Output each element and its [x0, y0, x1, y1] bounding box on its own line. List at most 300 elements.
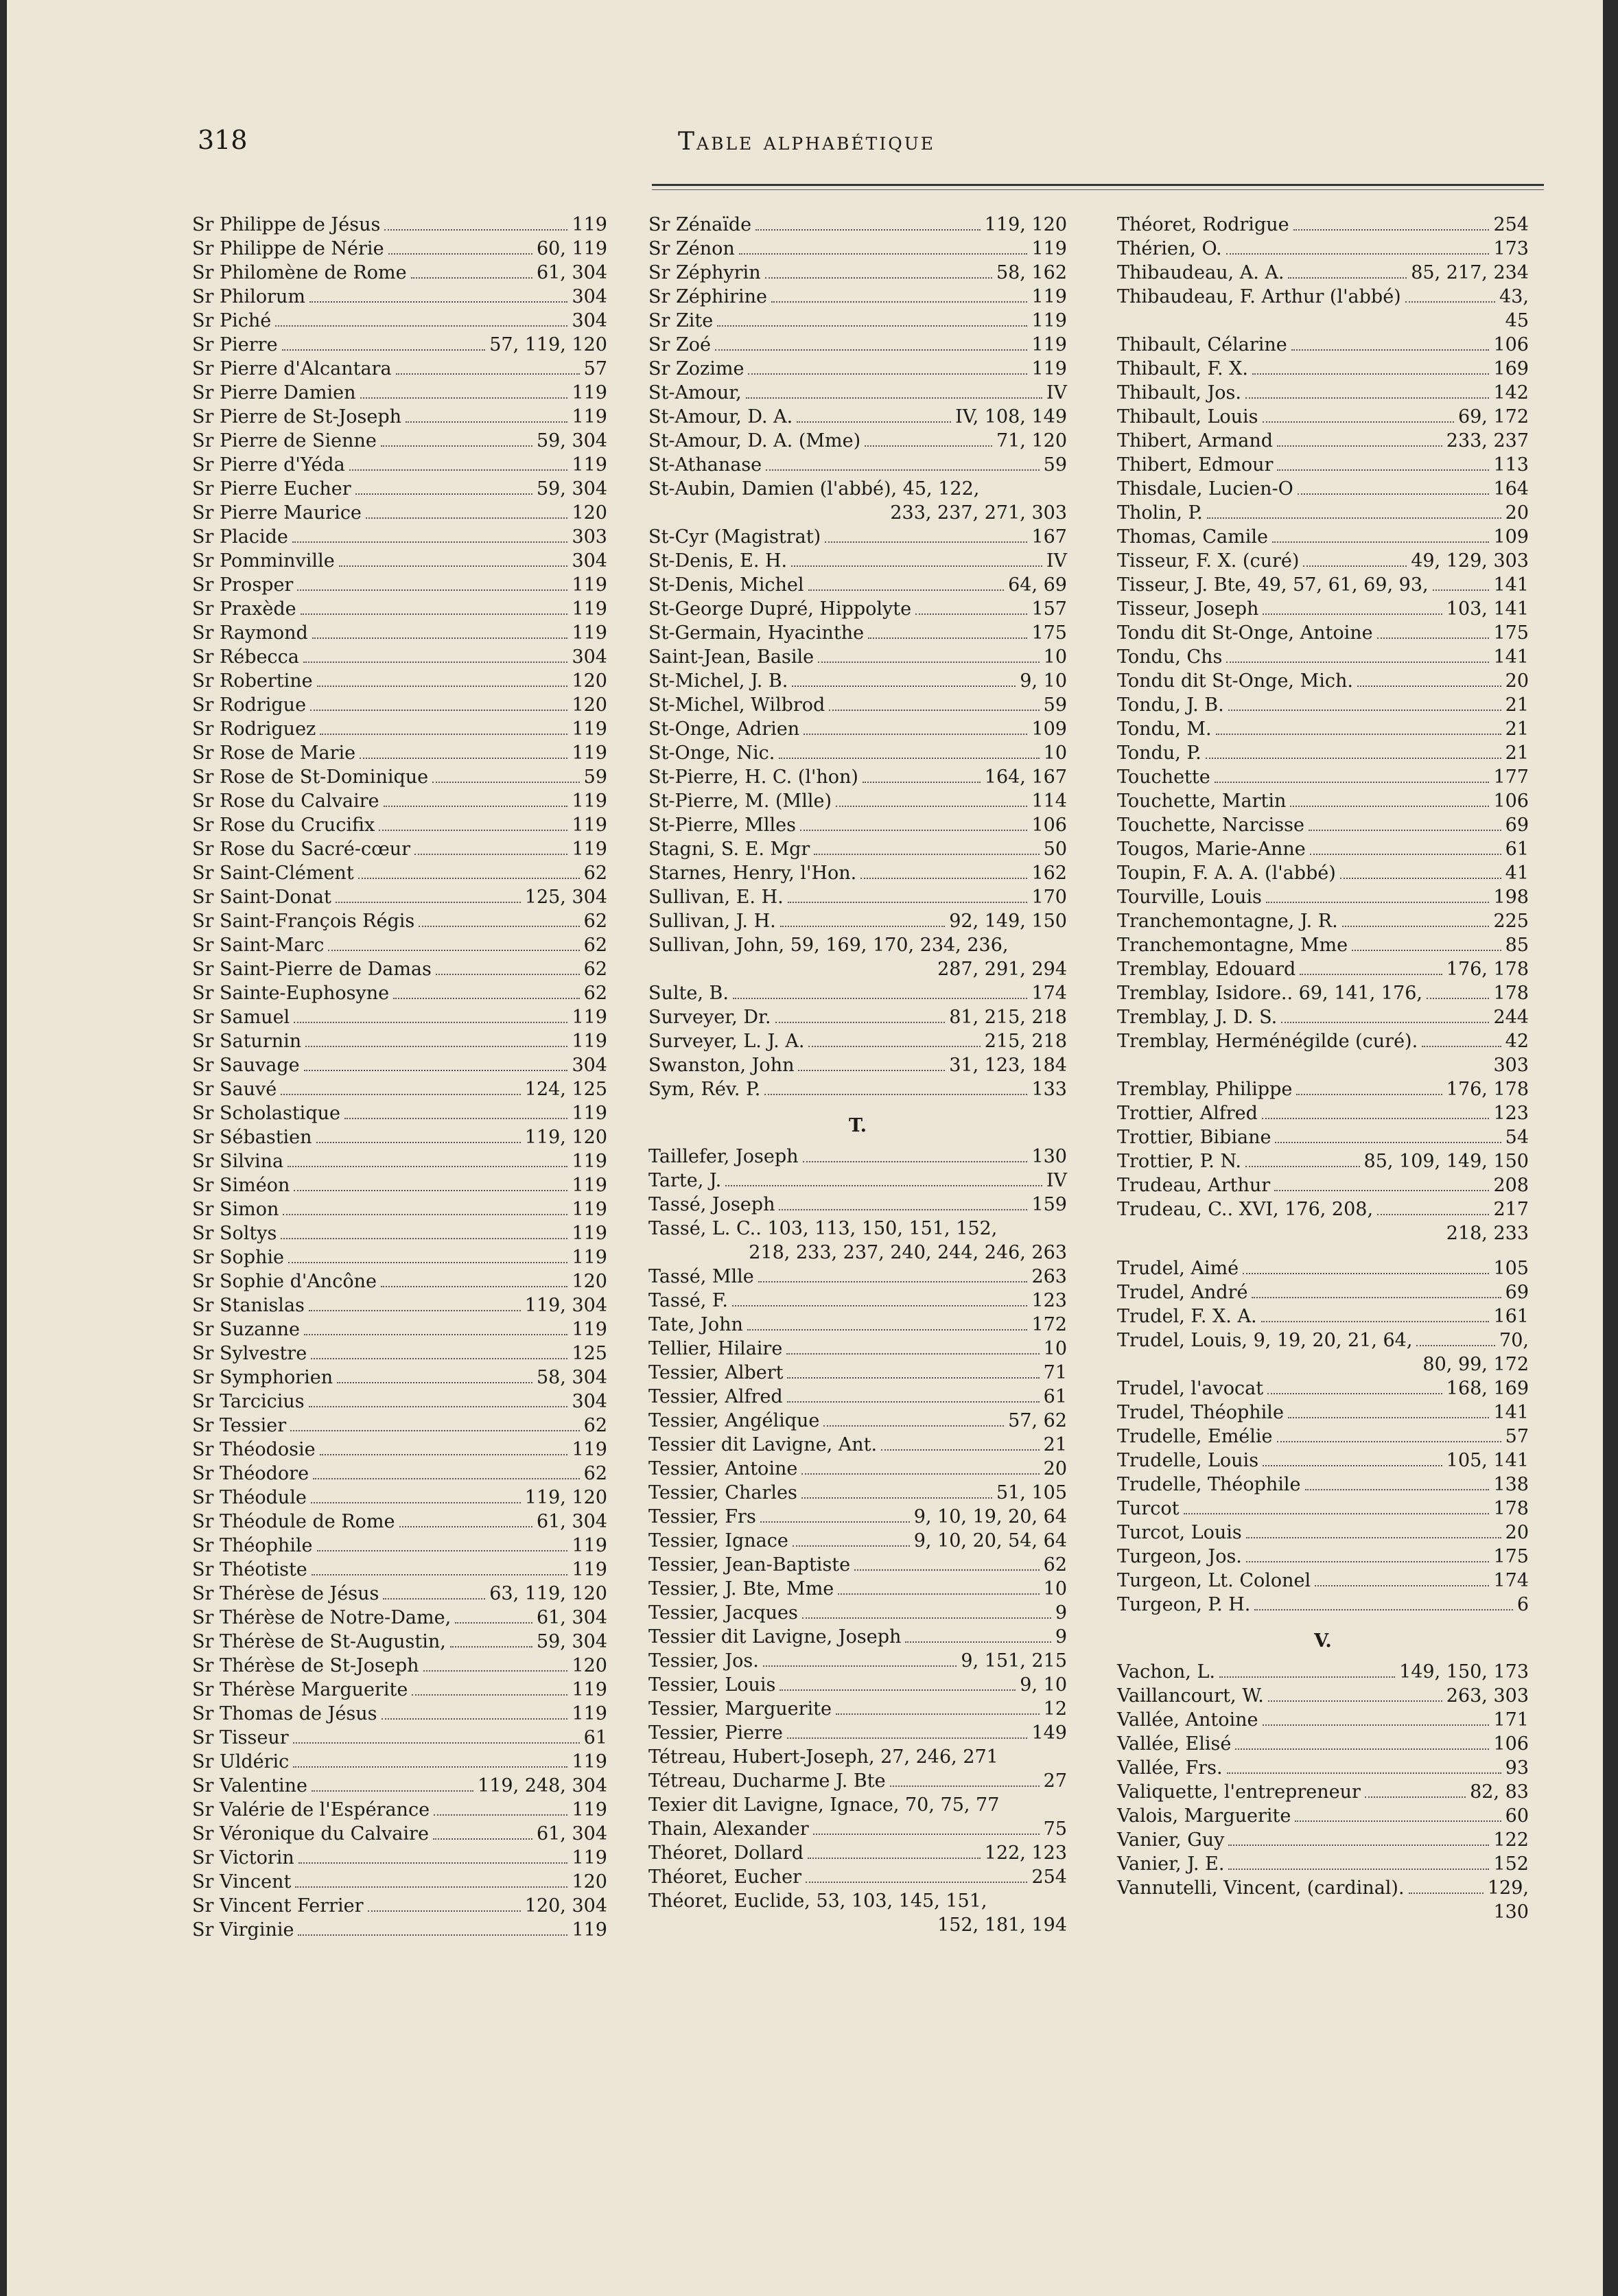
entry-name: Sullivan, J. H.: [648, 911, 776, 932]
entry-name: Sr Thomas de Jésus: [192, 1703, 377, 1724]
index-entry: [648, 1385, 1067, 1409]
index-entry: [1117, 789, 1529, 813]
dot-leader: [1254, 1609, 1512, 1610]
index-entry: [1117, 1077, 1529, 1101]
entry-name: Trottier, P. N.: [1117, 1151, 1241, 1172]
entry-name: Théoret, Eucher: [648, 1866, 802, 1888]
index-entry: [648, 1217, 1067, 1241]
dot-leader: [787, 1401, 1040, 1403]
entry-pages: 119, 120: [984, 214, 1067, 235]
index-entry: [192, 1149, 607, 1173]
index-entry: [192, 837, 607, 861]
index-entry: [648, 237, 1067, 261]
dot-leader: [294, 1190, 567, 1191]
dot-leader: [301, 613, 568, 615]
dot-leader: [304, 1334, 568, 1335]
entry-name: Trudel, l'avocat: [1117, 1378, 1264, 1399]
index-entry: [192, 1197, 607, 1221]
dot-leader: [798, 1070, 945, 1071]
entry-name: St-Onge, Adrien: [648, 718, 800, 740]
entry-name: Sullivan, E. H.: [648, 887, 784, 908]
entry-pages: 21: [1505, 742, 1529, 764]
entry-pages: IV: [1046, 1170, 1067, 1191]
entry-pages: 149, 150, 173: [1399, 1661, 1529, 1683]
entry-pages: 125, 304: [524, 887, 607, 908]
entry-pages: 57, 119, 120: [489, 334, 607, 355]
index-entry: [192, 933, 607, 957]
index-entry: [1117, 717, 1529, 741]
index-entry: [648, 669, 1067, 693]
entry-name: Tessier, Jos.: [648, 1650, 759, 1672]
entry-pages: 119: [572, 1031, 607, 1052]
entry-name: Tassé, Mlle: [648, 1266, 754, 1287]
entry-pages: 217: [1493, 1199, 1529, 1220]
dot-leader: [1263, 613, 1442, 615]
entry-pages: IV, 108, 149: [955, 406, 1067, 427]
index-entry: [648, 597, 1067, 621]
dot-leader: [788, 902, 1028, 903]
index-entry: [648, 357, 1067, 381]
entry-name: Sr Rose du Crucifix: [192, 815, 375, 836]
entry-name: Thibault, Célarine: [1117, 334, 1287, 355]
dot-leader: [1281, 1022, 1489, 1023]
entry-pages: 106: [1493, 790, 1529, 812]
index-entry: [1117, 1497, 1529, 1521]
entry-name: Sr Symphorien: [192, 1367, 333, 1388]
entry-name: Sr Théotiste: [192, 1559, 307, 1580]
index-entry: [192, 453, 607, 477]
dot-leader: [764, 1094, 1027, 1095]
entry-name: Tessier, Antoine: [648, 1458, 798, 1479]
entry-pages: 62: [583, 959, 607, 980]
entry-pages: 10: [1043, 742, 1067, 764]
index-entry: [192, 1077, 607, 1101]
entry-name: Tessier, J. Bte, Mme: [648, 1578, 834, 1600]
dot-leader: [1266, 902, 1490, 903]
dot-leader: [760, 1521, 910, 1523]
entry-pages: 119: [572, 1703, 607, 1724]
entry-name: Vachon, L.: [1117, 1661, 1215, 1683]
entry-name: Trottier, Alfred: [1117, 1103, 1258, 1124]
dot-leader: [298, 1862, 568, 1864]
entry-pages: 125: [572, 1343, 607, 1364]
index-entry: [648, 1457, 1067, 1481]
dot-leader: [406, 421, 567, 423]
entry-name: Turcot, Louis: [1117, 1522, 1242, 1543]
index-entry: [192, 213, 607, 237]
dot-leader: [806, 1882, 1027, 1883]
entry-pages: 174: [1493, 1570, 1529, 1591]
entry-name: Sr Simon: [192, 1199, 279, 1220]
dot-leader: [309, 1406, 568, 1407]
entry-pages: 244: [1493, 1007, 1529, 1028]
index-entry: [648, 861, 1067, 885]
index-entry: [648, 1313, 1067, 1337]
index-entry: [192, 525, 607, 549]
dot-leader: [434, 1814, 567, 1816]
dot-leader: [800, 830, 1027, 831]
index-entry: [1117, 1684, 1529, 1708]
dot-leader: [1207, 517, 1501, 519]
entry-pages: 122: [1493, 1829, 1529, 1851]
entry-name: Sr Philippe de Nérie: [192, 238, 384, 259]
entry-name: Trudel, Théophile: [1117, 1402, 1284, 1423]
index-entry: [648, 1529, 1067, 1553]
entry-name: Sr Victorin: [192, 1847, 294, 1869]
entry-name: Touchette, Narcisse: [1117, 815, 1304, 836]
index-entry: [1117, 213, 1529, 237]
entry-name: Touchette: [1117, 766, 1210, 788]
entry-pages: 20: [1505, 502, 1529, 524]
entry-name: Tondu, Chs: [1117, 646, 1223, 668]
index-entry: [1117, 981, 1529, 1005]
dot-leader: [349, 469, 568, 471]
header-rule: [652, 184, 1544, 186]
dot-leader: [1219, 1676, 1395, 1678]
entry-name: Tondu, P.: [1117, 742, 1201, 764]
entry-pages: 69: [1505, 1282, 1529, 1303]
entry-pages: 109: [1493, 526, 1529, 548]
entry-name: Sr Thérèse de St-Joseph: [192, 1655, 419, 1676]
index-entry: [1117, 357, 1529, 381]
entry-name: Thibault, Louis: [1117, 406, 1258, 427]
entry-pages: 119: [572, 1007, 607, 1028]
entry-pages: 9, 10: [1020, 670, 1067, 692]
entry-name: St-Pierre, M. (Mlle): [648, 790, 832, 812]
entry-name: Trudel, Aimé: [1117, 1258, 1239, 1279]
index-entry: [648, 1841, 1067, 1865]
entry-name: Sr Philomène de Rome: [192, 262, 407, 283]
entry-name: Sr Zozime: [648, 358, 744, 379]
entry-pages: 106: [1493, 1733, 1529, 1755]
entry-pages: 304: [572, 550, 607, 572]
dot-leader: [1293, 229, 1490, 231]
entry-pages: 119: [572, 1535, 607, 1556]
index-entry: [192, 309, 607, 333]
dot-leader: [829, 710, 1039, 711]
dot-leader: [808, 589, 1005, 591]
index-entry: [192, 333, 607, 357]
index-entry: [192, 357, 607, 381]
entry-pages: 59, 304: [536, 478, 607, 500]
dot-leader: [1274, 1190, 1489, 1191]
entry-name: Tisseur, Joseph: [1117, 598, 1259, 620]
dot-leader: [1288, 1417, 1490, 1418]
dot-leader: [344, 1118, 567, 1119]
entry-name: Tranchemontagne, J. R.: [1117, 911, 1338, 932]
entry-name: Tondu, J. B.: [1117, 694, 1224, 716]
dot-leader: [399, 1526, 532, 1527]
entry-name: Tholin, P.: [1117, 502, 1203, 524]
dot-leader: [1377, 637, 1490, 639]
index-entry: [648, 1053, 1067, 1077]
entry-pages: 119: [572, 815, 607, 836]
index-entry: [192, 1438, 607, 1462]
entry-name: Sr Saint-François Régis: [192, 911, 415, 932]
dot-leader: [316, 1142, 521, 1143]
entry-name: Sr Pierre de St-Joseph: [192, 406, 402, 427]
index-entry: [192, 1558, 607, 1582]
dot-leader: [1245, 1166, 1360, 1167]
entry-pages: 62: [583, 983, 607, 1004]
entry-pages: 174: [1031, 983, 1067, 1004]
dot-leader: [1296, 1094, 1442, 1095]
index-entry: [648, 717, 1067, 741]
index-entry: [1117, 453, 1529, 477]
entry-pages: 263: [1031, 1266, 1067, 1287]
entry-pages: 175: [1493, 622, 1529, 644]
index-entry: [1117, 1377, 1529, 1401]
entry-pages: 20: [1505, 1522, 1529, 1543]
entry-name: Sr Vincent: [192, 1871, 292, 1893]
index-entry: [1117, 1401, 1529, 1425]
entry-name: St-Pierre, Mlles: [648, 815, 796, 836]
dot-leader: [868, 637, 1027, 639]
entry-name: Thibert, Edmour: [1117, 454, 1274, 476]
index-entry: [192, 909, 607, 933]
entry-pages: 119: [572, 1199, 607, 1220]
index-entry: [648, 621, 1067, 645]
index-entry: [648, 1145, 1067, 1169]
index-entry: [192, 573, 607, 597]
dot-leader: [1291, 349, 1490, 351]
entry-pages: 208: [1493, 1175, 1529, 1196]
entry-pages: 124, 125: [524, 1079, 607, 1100]
dot-leader: [423, 1670, 568, 1672]
entry-pages: 113: [1493, 454, 1529, 476]
dot-leader: [1405, 301, 1495, 303]
dot-leader: [290, 1430, 580, 1431]
dot-leader: [1252, 373, 1490, 375]
entry-name: Sr Valentine: [192, 1775, 307, 1796]
entry-name: Sr Théodosie: [192, 1439, 316, 1460]
entry-name: Sr Pierre de Sienne: [192, 430, 377, 452]
entry-pages: 149: [1031, 1722, 1067, 1744]
dot-leader: [765, 277, 992, 279]
entry-name: Tremblay, J. D. S.: [1117, 1007, 1278, 1028]
entry-name: Sr Silvina: [192, 1151, 284, 1172]
entry-name: Théoret, Euclide, 53, 103, 145, 151,: [648, 1890, 987, 1912]
entry-name: Sr Pierre d'Yéda: [192, 454, 345, 476]
entry-pages: 119: [572, 214, 607, 235]
index-entry: [1117, 1732, 1529, 1756]
entry-name: Sr Pierre Maurice: [192, 502, 362, 524]
entry-pages: 9: [1055, 1626, 1067, 1648]
index-entry: [192, 1510, 607, 1534]
entry-pages: 263, 303: [1446, 1685, 1529, 1707]
index-entry: [648, 1433, 1067, 1457]
index-entry: [192, 429, 607, 453]
entry-name: Tondu, M.: [1117, 718, 1212, 740]
index-entry: [192, 741, 607, 765]
entry-continuation: 45: [1505, 310, 1529, 331]
entry-pages: 51, 105: [996, 1482, 1067, 1503]
dot-leader: [317, 686, 568, 687]
index-entry: [648, 549, 1067, 573]
entry-name: Sr Rose de St-Dominique: [192, 766, 429, 788]
entry-pages: 21: [1505, 694, 1529, 716]
index-entry: [648, 1721, 1067, 1745]
index-entry: [1117, 501, 1529, 525]
entry-name: Thomas, Camile: [1117, 526, 1268, 548]
dot-leader: [863, 782, 981, 783]
index-entry: [648, 765, 1067, 789]
entry-name: Sr Rodrigue: [192, 694, 307, 716]
dot-leader: [748, 373, 1027, 375]
dot-leader: [1267, 1393, 1442, 1394]
entry-pages: 159: [1031, 1194, 1067, 1215]
dot-leader: [1290, 806, 1489, 807]
entry-pages: 304: [572, 310, 607, 331]
entry-pages: 105: [1493, 1258, 1529, 1279]
entry-pages: 59, 304: [536, 1631, 607, 1652]
entry-name: Sr Sébastien: [192, 1127, 312, 1148]
dot-leader: [786, 1353, 1039, 1355]
index-entry: [192, 1702, 607, 1726]
index-entry: [648, 573, 1067, 597]
entry-name: Sr Zéphyrin: [648, 262, 761, 283]
entry-pages: 198: [1493, 887, 1529, 908]
entry-name: Vanier, Guy: [1117, 1829, 1225, 1851]
index-entry: [1117, 549, 1529, 573]
entry-name: Vanier, J. E.: [1117, 1853, 1225, 1875]
entry-pages: 120: [572, 1871, 607, 1893]
entry-pages: 176, 178: [1446, 1079, 1529, 1100]
dot-leader: [775, 1022, 946, 1023]
entry-pages: 60: [1505, 1805, 1529, 1827]
index-entry: [648, 1337, 1067, 1361]
index-entry: [648, 1289, 1067, 1313]
dot-leader: [368, 1910, 521, 1912]
entry-pages: 85, 109, 149, 150: [1363, 1151, 1529, 1172]
entry-name: Sr Théophile: [192, 1535, 313, 1556]
index-entry: [192, 1846, 607, 1870]
entry-pages: 254: [1493, 214, 1529, 235]
index-entry: [648, 1361, 1067, 1385]
dot-leader: [860, 878, 1027, 879]
dot-leader: [854, 1569, 1040, 1571]
dot-leader: [355, 493, 532, 495]
index-entry: [192, 1245, 607, 1269]
entry-name: Sr Zénaïde: [648, 214, 752, 235]
index-entry: [648, 1553, 1067, 1577]
dot-leader: [1228, 1844, 1489, 1846]
entry-name: Sr Théodule de Rome: [192, 1511, 395, 1532]
dot-leader: [317, 1550, 568, 1551]
entry-name: Turgeon, Lt. Colonel: [1117, 1570, 1311, 1591]
index-entry: [648, 333, 1067, 357]
index-entry: [648, 1769, 1067, 1793]
entry-name: Tourville, Louis: [1117, 887, 1262, 908]
entry-name: Tranchemontagne, Mme: [1117, 935, 1348, 956]
dot-leader: [739, 253, 1028, 255]
entry-pages: 119, 120: [524, 1487, 607, 1508]
entry-pages: 119: [572, 622, 607, 644]
index-entry: [648, 453, 1067, 477]
entry-continuation: 218, 233: [1446, 1223, 1529, 1244]
index-entry: [192, 621, 607, 645]
entry-pages: 119: [1031, 358, 1067, 379]
entry-name: Sr Saint-Clément: [192, 863, 354, 884]
entry-name: Tétreau, Ducharme J. Bte: [648, 1770, 886, 1792]
entry-name: Thisdale, Lucien-O: [1117, 478, 1293, 500]
entry-pages: 171: [1493, 1709, 1529, 1731]
entry-pages: 59, 304: [536, 430, 607, 452]
dot-leader: [294, 1022, 567, 1023]
entry-pages: 133: [1031, 1079, 1067, 1100]
index-column-2: [648, 213, 1067, 1937]
entry-pages: 119: [572, 454, 607, 476]
entry-pages: 119: [1031, 286, 1067, 307]
index-entry: [648, 1577, 1067, 1601]
dot-leader: [801, 1473, 1039, 1475]
dot-leader: [881, 1449, 1040, 1451]
entry-name: Sr Praxède: [192, 598, 296, 620]
entry-name: Valiquette, l'entrepreneur: [1117, 1781, 1361, 1803]
dot-leader: [384, 229, 567, 231]
entry-name: Tougos, Marie-Anne: [1117, 839, 1306, 860]
entry-pages: 130: [1031, 1146, 1067, 1167]
entry-name: Turgeon, Jos.: [1117, 1546, 1242, 1567]
index-entry: [1117, 597, 1529, 621]
entry-name: Sr Zoé: [648, 334, 711, 355]
entry-pages: 9, 10, 20, 54, 64: [913, 1530, 1067, 1551]
entry-name: Vannutelli, Vincent, (cardinal).: [1117, 1877, 1405, 1899]
dot-leader: [1357, 686, 1501, 687]
dot-leader: [1252, 1297, 1501, 1298]
dot-leader: [292, 541, 568, 543]
dot-leader: [382, 1718, 568, 1720]
index-entry: [1117, 645, 1529, 669]
dot-leader: [763, 1665, 957, 1667]
entry-pages: 64, 69: [1008, 574, 1067, 596]
entry-name: Sr Saint-Marc: [192, 935, 325, 956]
dot-leader: [275, 325, 567, 327]
index-entry: [648, 909, 1067, 933]
dot-leader: [1246, 1561, 1490, 1562]
entry-pages: 119: [572, 1223, 607, 1244]
dot-leader: [328, 950, 579, 951]
dot-leader: [1277, 445, 1442, 447]
index-entry: [1117, 1101, 1529, 1125]
dot-leader: [383, 1598, 485, 1600]
entry-name: Sulte, B.: [648, 983, 729, 1004]
entry-pages: 304: [572, 1055, 607, 1076]
dot-leader: [1184, 1513, 1490, 1514]
entry-pages: 106: [1493, 334, 1529, 355]
entry-pages: 62: [583, 1415, 607, 1436]
dot-leader: [455, 1622, 532, 1624]
entry-pages: 177: [1493, 766, 1529, 788]
index-entry: [192, 1654, 607, 1678]
entry-pages: 119: [572, 1847, 607, 1869]
dot-leader: [360, 397, 568, 399]
entry-name: Tessier, Marguerite: [648, 1698, 832, 1720]
index-entry: [648, 1673, 1067, 1697]
section-letter: V.: [1314, 1630, 1332, 1652]
index-entry: [648, 405, 1067, 429]
entry-continuation: 218, 233, 237, 240, 244, 246, 263: [749, 1242, 1067, 1263]
entry-name: Sr Sauvage: [192, 1055, 300, 1076]
entry-pages: 10: [1043, 646, 1067, 668]
entry-pages: 70,: [1499, 1330, 1529, 1351]
entry-name: Sr Soltys: [192, 1223, 277, 1244]
entry-pages: 58, 162: [996, 262, 1067, 283]
index-entry: [648, 1817, 1067, 1841]
dot-leader: [320, 734, 567, 735]
index-entry: [1117, 837, 1529, 861]
entry-name: Thibault, Jos.: [1117, 382, 1241, 403]
